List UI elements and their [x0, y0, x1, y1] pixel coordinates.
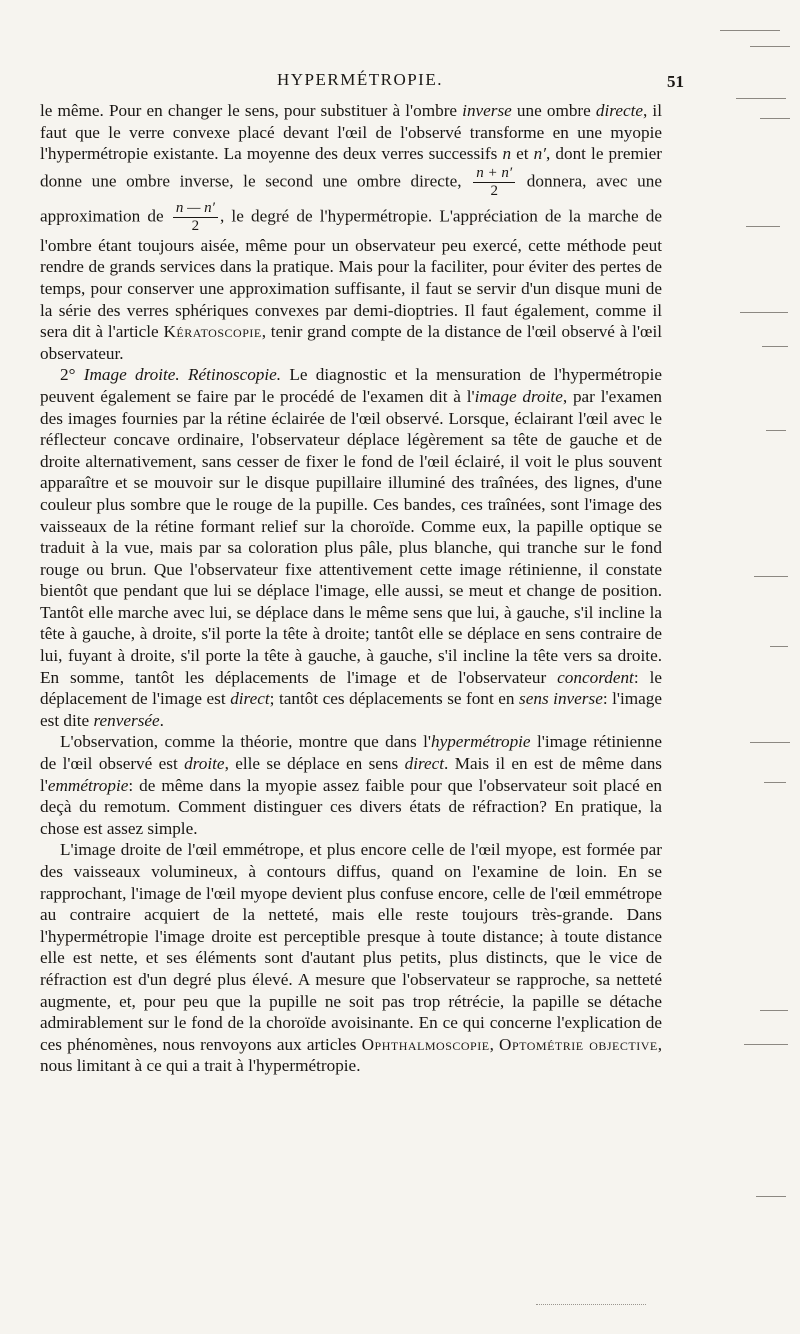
running-title: HYPERMÉTROPIE.	[277, 70, 443, 89]
page-number: 51	[667, 72, 684, 91]
fraction-diff: $\frac{n — n'}{2}$	[173, 200, 218, 235]
bleed-through-margin	[680, 0, 800, 1334]
paragraph-1: le même. Pour en changer le sens, pour substituer à l'ombre inverse une ombre directe, il faut que le verre convexe placé devant l'œil de l'observé transforme en une myopie l'hypermétropie existante. La moyenne des deux verres successifs n et n′, dont le premier donne une ombre inverse, le second une ombre directe, $\frac{n + n'}{2}$ donnera, avec une approximation de $\frac{n — n'}{2}$ , le degré de l'hypermétropie. L'appréciation de la marche de l'ombre étant toujours aisée, même pour un observateur peu exercé, cette méthode peut rendre de grands services dans la pratique. Mais pour la faciliter, pour éviter des pertes de temps, pour conserver une approximation suffisante, il faut se servir d'un disque muni de la série des verres sphériques convexes par demi-dioptries. Il faut également, comme il sera dit à l'article Kératoscopie, tenir grand compte de la distance de l'œil observé à l'œil observateur.	[40, 101, 663, 363]
article-reference: Kératoscopie	[163, 322, 262, 342]
section-heading: Image droite. Rétinoscopie.	[83, 365, 282, 385]
body-text	[40, 100, 662, 1077]
article-reference: Optométrie objective	[499, 1034, 658, 1054]
page-header	[40, 66, 684, 96]
fraction-sum: $\frac{n + n'}{2}$	[473, 165, 515, 200]
paragraph-4: L'image droite de l'œil emmétrope, et plus encore celle de l'œil myope, est formée par des vaisseaux volumineux, à contours diffus, quand on l'examine de loin. En se rapprochant, l'image de l'œil myope devient plus confuse encore, celle de l'œil emmétrope au contraire acquiert de la netteté, mais elle reste toujours très-grande. Dans l'hypermétropie l'image droite est perceptible presque à toute distance; à toute distance elle est nette, et ses éléments sont d'autant plus petits, plus distincts, que le vice de réfraction est d'un degré plus élevé. A mesure que l'observateur se rapproche, sa netteté augmente, et, pour peu que la pupille ne soit pas trop rétrécie, la papille se détache admirablement sur le fond de la choroïde avoisinante. En ce qui concerne l'explication de ces phénomènes, nous renvoyons aux articles Ophthalmoscopie, Optométrie objective, nous limitant à ce qui a trait à l'hypermétropie.	[40, 840, 663, 1076]
paragraph-3: L'observation, comme la théorie, montre que dans l'hypermétropie l'image rétinienne de l'œil observé est droite, elle se déplace en sens direct. Mais il en est de même dans l'emmétropie: de même dans la myopie assez faible pour que l'observateur soit placé en deçà du remotum. Comment distinguer ces divers états de réfraction? En pratique, la chose est assez simple.	[40, 732, 663, 838]
article-reference: Ophthalmoscopie	[361, 1034, 490, 1054]
paragraph-2: 2° Image droite. Rétinoscopie. Le diagnostic et la mensuration de l'hypermétropie peuvent également se faire par le procédé de l'examen dit à l'image droite, par l'examen des images fournies par la rétine éclairée de l'œil observé. Lorsque, éclairant l'œil avec le réflecteur concave ordinaire, l'observateur déplace légèrement sa tête de gauche et de droite alternativement, sans cesser de fixer le fond de l'œil éclairé, il voit le plus souvent apparaître et se mouvoir sur le disque pupillaire illuminé des traînées, des lignes, d'une couleur plus sombre que le rouge de la pupille. Ces bandes, ces traînées, sont l'image des vaisseaux de la rétine formant relief sur la choroïde. Comme eux, la papille optique se traduit à la vue, mais par sa coloration plus pâle, plus blanche, qui tranche sur le fond rouge ou brun. Que l'observateur fixe attentivement cette image rétinienne, il constate bientôt que pendant que lui se déplace l'image, elle aussi, se meut et change de position. Tantôt elle marche avec lui, se déplace dans le même sens que lui, à gauche, s'il incline la tête à gauche, à droite, s'il porte la tête à droite; tantôt elle se déplace en sens contraire de lui, fuyant à droite, s'il porte la tête à gauche, à gauche, s'il incline la tête vers sa droite. En somme, tantôt les déplacements de l'image et de l'observateur concordent: le déplacement de l'image est direct; tantôt ces déplacements se font en sens inverse: l'image est dite renversée.	[40, 365, 663, 730]
bottom-dotted-rule	[536, 1304, 646, 1305]
